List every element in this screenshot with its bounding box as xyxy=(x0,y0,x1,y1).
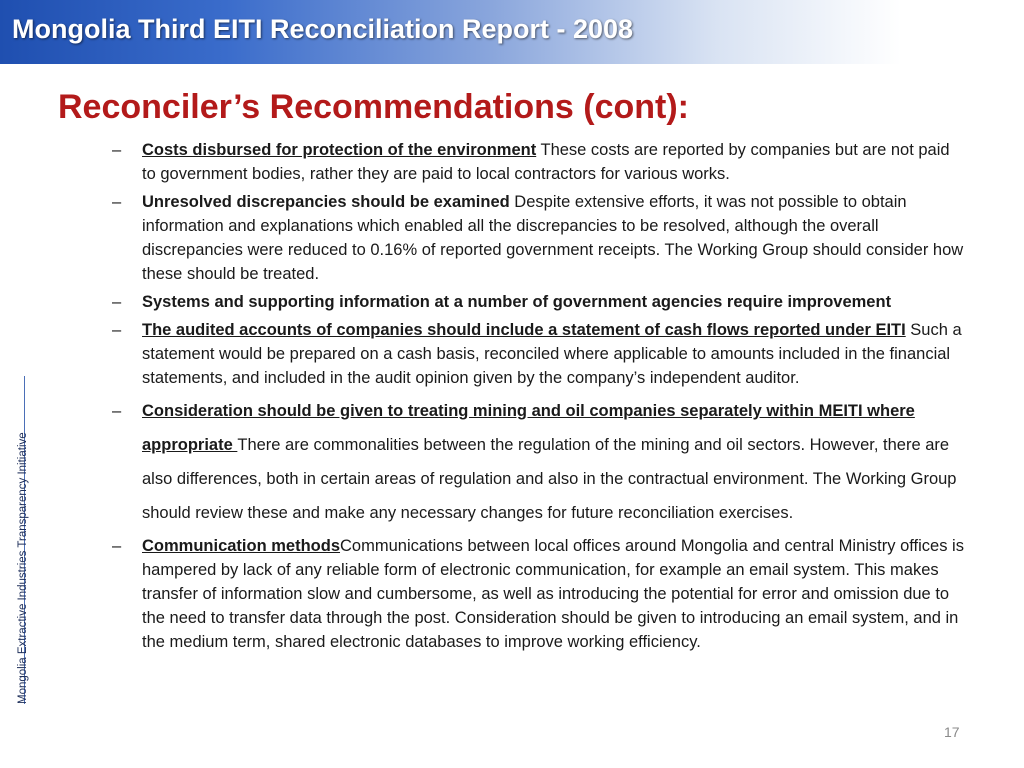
recommendation-heading: Unresolved discrepancies should be examined xyxy=(142,193,510,211)
recommendations-list xyxy=(112,138,964,658)
list-dash: – xyxy=(112,402,122,420)
recommendation-heading: Systems and supporting information at a number of government agencies require improvement xyxy=(142,293,892,311)
recommendation-item xyxy=(112,394,964,530)
recommendation-heading: The audited accounts of companies should include a statement of cash flows reported under EITI xyxy=(142,321,906,339)
recommendation-body: There are commonalities between the regulation of the mining and oil sectors. However, there are also differences, both in certain areas of regulation and also in the contractual environment. The Working Group should review these and make any necessary changes for future reconciliation exercises. xyxy=(142,436,957,522)
recommendation-item xyxy=(112,190,964,286)
recommendation-item xyxy=(112,138,964,186)
page-number: 17 xyxy=(944,724,960,740)
list-dash: – xyxy=(112,321,122,339)
recommendation-body: These costs are reported by companies but are not paid to government bodies, rather they are paid to local contractors for various works. xyxy=(142,141,950,183)
recommendation-heading: Communication methods xyxy=(142,537,341,555)
recommendation-item xyxy=(112,318,964,390)
recommendation-body: Despite extensive efforts, it was not possible to obtain information and explanations which enabled all the discrepancies to be resolved, although the overall discrepancies were reduced to 0.16% of reported government receipts. The Working Group should consider how these should be treated. xyxy=(142,193,964,283)
list-dash: – xyxy=(112,193,122,211)
recommendation-item xyxy=(112,290,964,314)
list-dash: – xyxy=(112,293,122,311)
recommendation-body: Such a statement would be prepared on a cash basis, reconciled where applicable to amounts included in the financial statements, and included in the audit opinion given by the company’s independent auditor. xyxy=(142,321,962,387)
recommendation-item xyxy=(112,534,964,654)
recommendation-body: Communications between local offices around Mongolia and central Ministry offices is hampered by lack of any reliable form of electronic communication, for example an email system. This makes transfer of information slow and cumbersome, as well as introducing the potential for error and omission due to the need to transfer data through the post. Consideration should be given to introducing an email system, and in the medium term, shared electronic databases to improve working efficiency. xyxy=(142,537,964,651)
recommendation-heading: Costs disbursed for protection of the environment xyxy=(142,141,537,159)
list-dash: – xyxy=(112,537,122,555)
list-dash: – xyxy=(112,141,122,159)
report-title: Mongolia Third EITI Reconciliation Report - 2008 xyxy=(12,14,634,44)
slide-heading: Reconciler’s Recommendations (cont): xyxy=(58,88,690,126)
recommendation-heading: Consideration should be given to treating mining and oil companies separately within MEITI where appropriate xyxy=(142,402,915,454)
title-banner xyxy=(0,0,1024,64)
sidebar-label: Mongolia Extractive Industries Transparency Initiative xyxy=(17,432,29,704)
